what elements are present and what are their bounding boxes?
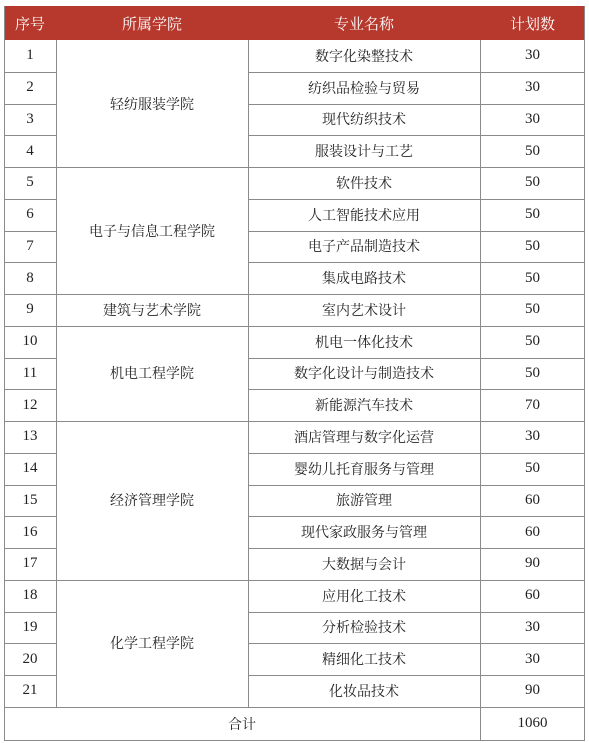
- row-major-cell: 集成电路技术: [322, 271, 406, 288]
- row-plan-cell: 50: [525, 206, 540, 223]
- row-plan-cell: 90: [525, 555, 540, 572]
- row-seq-cell: 1: [26, 47, 34, 64]
- row-seq-cell: 21: [22, 682, 38, 699]
- row-divider: [248, 612, 585, 613]
- divider-seq-college: [56, 40, 57, 707]
- row-major-cell: 酒店管理与数字化运营: [294, 429, 434, 446]
- row-divider: [4, 421, 585, 422]
- header-major: 专业名称: [248, 6, 480, 40]
- row-major-cell: 服装设计与工艺: [315, 144, 413, 161]
- row-plan-cell: 50: [525, 460, 540, 477]
- row-plan-cell: 50: [525, 269, 540, 286]
- row-divider: [4, 485, 56, 486]
- row-seq-cell: 19: [22, 618, 38, 635]
- row-divider: [4, 199, 56, 200]
- row-divider: [248, 135, 585, 136]
- row-divider: [248, 199, 585, 200]
- row-seq-cell: 11: [22, 364, 38, 381]
- row-seq-cell: 2: [26, 79, 34, 96]
- row-major-cell: 机电一体化技术: [315, 334, 413, 351]
- row-seq-cell: 7: [26, 237, 34, 254]
- row-plan-cell: 50: [525, 174, 540, 191]
- row-seq-cell: 16: [22, 523, 38, 540]
- row-divider: [4, 326, 585, 327]
- row-divider: [248, 358, 585, 359]
- row-major-cell: 软件技术: [336, 175, 392, 192]
- college-cell: 机电工程学院: [110, 366, 194, 383]
- row-seq-cell: 6: [26, 206, 34, 223]
- row-major-cell: 数字化设计与制造技术: [294, 366, 434, 383]
- row-seq-cell: 15: [22, 491, 38, 508]
- college-cell: 轻纺服装学院: [110, 96, 194, 113]
- college-cell: 电子与信息工程学院: [89, 223, 215, 240]
- row-seq-cell: 8: [26, 269, 34, 286]
- row-plan-cell: 50: [525, 142, 540, 159]
- row-divider: [4, 358, 56, 359]
- border-left: [4, 6, 5, 741]
- college-cell: 化学工程学院: [110, 636, 194, 653]
- row-divider: [248, 516, 585, 517]
- row-divider: [248, 643, 585, 644]
- total-label: 合计: [228, 716, 256, 733]
- row-major-cell: 新能源汽车技术: [315, 398, 413, 415]
- row-major-cell: 精细化工技术: [322, 652, 406, 669]
- row-major-cell: 婴幼儿托育服务与管理: [294, 461, 434, 478]
- total-value: 1060: [517, 715, 548, 732]
- row-major-cell: 人工智能技术应用: [308, 207, 420, 224]
- row-plan-cell: 90: [525, 682, 540, 699]
- row-major-cell: 分析检验技术: [322, 620, 406, 637]
- row-plan-cell: 30: [525, 110, 540, 127]
- row-major-cell: 现代家政服务与管理: [301, 525, 427, 542]
- row-seq-cell: 18: [22, 587, 38, 604]
- row-divider: [248, 72, 585, 73]
- row-divider: [248, 104, 585, 105]
- row-major-cell: 数字化染整技术: [315, 48, 413, 65]
- divider-major-plan: [480, 40, 481, 741]
- row-major-cell: 室内艺术设计: [322, 302, 406, 319]
- row-divider: [4, 262, 56, 263]
- row-divider: [248, 262, 585, 263]
- row-major-cell: 化妆品技术: [329, 683, 399, 700]
- header-plan: 计划数: [480, 6, 585, 40]
- row-divider: [4, 135, 56, 136]
- row-divider: [248, 485, 585, 486]
- row-divider: [248, 231, 585, 232]
- row-divider: [248, 548, 585, 549]
- row-plan-cell: 50: [525, 364, 540, 381]
- row-divider: [4, 231, 56, 232]
- row-divider: [4, 548, 56, 549]
- row-plan-cell: 30: [525, 650, 540, 667]
- row-divider: [248, 389, 585, 390]
- row-divider: [4, 167, 585, 168]
- row-plan-cell: 30: [525, 428, 540, 445]
- row-major-cell: 大数据与会计: [322, 556, 406, 573]
- row-plan-cell: 50: [525, 301, 540, 318]
- row-seq-cell: 9: [26, 301, 34, 318]
- row-major-cell: 应用化工技术: [322, 588, 406, 605]
- row-seq-cell: 17: [22, 555, 38, 572]
- row-seq-cell: 3: [26, 110, 34, 127]
- row-divider: [248, 453, 585, 454]
- header-seq: 序号: [4, 6, 56, 40]
- row-major-cell: 现代纺织技术: [322, 112, 406, 129]
- divider-college-major: [248, 40, 249, 707]
- row-divider: [4, 453, 56, 454]
- row-seq-cell: 20: [22, 650, 38, 667]
- row-plan-cell: 30: [525, 618, 540, 635]
- row-seq-cell: 4: [26, 142, 34, 159]
- college-cell: 建筑与艺术学院: [103, 302, 201, 319]
- row-divider: [4, 72, 56, 73]
- row-plan-cell: 30: [525, 47, 540, 64]
- header-college: 所属学院: [56, 6, 248, 40]
- row-divider: [4, 516, 56, 517]
- row-seq-cell: 5: [26, 174, 34, 191]
- row-divider: [4, 104, 56, 105]
- row-plan-cell: 60: [525, 587, 540, 604]
- row-seq-cell: 10: [22, 333, 38, 350]
- border-right: [584, 6, 585, 741]
- college-cell: 经济管理学院: [110, 493, 194, 510]
- row-plan-cell: 30: [525, 79, 540, 96]
- row-seq-cell: 14: [22, 460, 38, 477]
- row-divider: [248, 675, 585, 676]
- row-plan-cell: 70: [525, 396, 540, 413]
- row-seq-cell: 12: [22, 396, 38, 413]
- row-divider: [4, 389, 56, 390]
- row-plan-cell: 60: [525, 491, 540, 508]
- row-divider: [4, 675, 56, 676]
- row-divider: [4, 643, 56, 644]
- row-seq-cell: 13: [22, 428, 38, 445]
- border-bottom: [4, 740, 585, 741]
- row-plan-cell: 60: [525, 523, 540, 540]
- row-major-cell: 电子产品制造技术: [308, 239, 420, 256]
- row-major-cell: 纺织品检验与贸易: [308, 80, 420, 97]
- row-divider: [4, 612, 56, 613]
- row-plan-cell: 50: [525, 237, 540, 254]
- row-divider: [4, 580, 585, 581]
- row-divider: [4, 294, 585, 295]
- row-plan-cell: 50: [525, 333, 540, 350]
- row-divider: [4, 707, 585, 708]
- row-major-cell: 旅游管理: [336, 493, 392, 510]
